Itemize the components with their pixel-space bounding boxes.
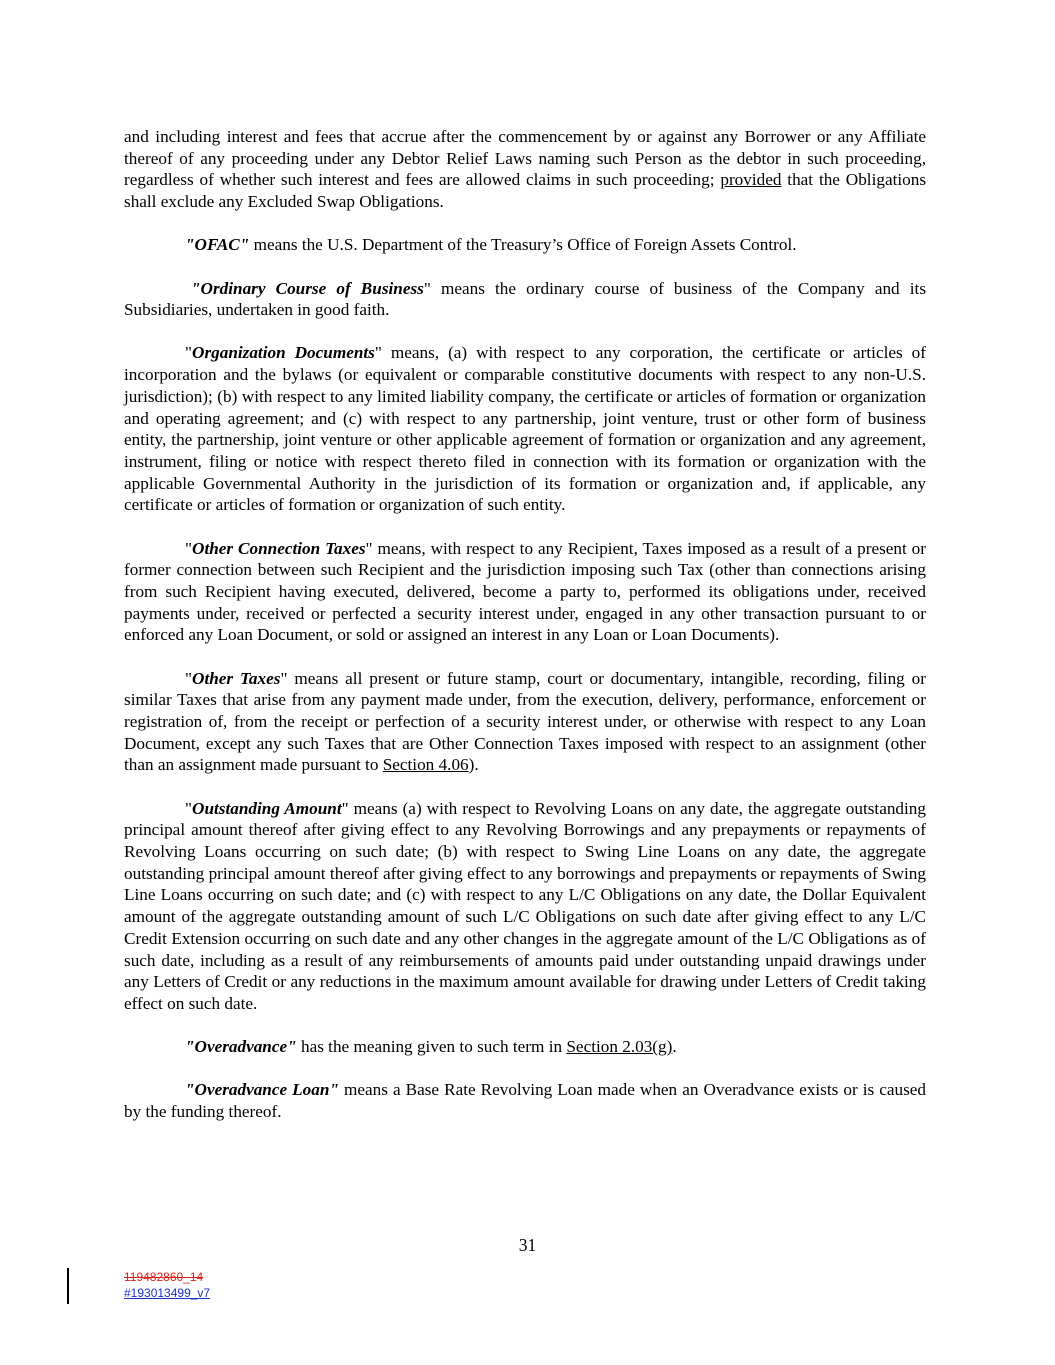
definition-overadvance (124, 1036, 926, 1058)
definition-other-connection-taxes (124, 538, 926, 647)
defined-term: Outstanding Amount (192, 798, 342, 818)
open-quote: " (185, 343, 193, 363)
definition-text: " means, (a) with respect to any corporation, the certificate or articles of incorporation and the bylaws (or equivalent or comparable constitutive documents with respect to any non-U.S. jurisdiction); (b) with respect to any limited liability company, the certificate or articles of formation or organization and operating agreement; and (c) with respect to any partnership, joint venture, trust or other form of business entity, the partnership, joint venture or other applicable agreement of formation or organization and any agreement, instrument, filing or notice with respect thereto filed in connection with its formation or organization with the applicable Governmental Authority in the jurisdiction of its formation or organization and, if applicable, any certificate or articles of formation or organization of such entity. (124, 343, 926, 515)
definition-text: means a Base Rate Revolving Loan made when an Overadvance exists or is caused by the funding thereof. (124, 1080, 926, 1122)
defined-term: Other Taxes (192, 668, 281, 688)
defined-term: Organization Documents (192, 343, 375, 363)
defined-term: "OFAC" (185, 235, 250, 255)
definition-outstanding-amount (124, 798, 926, 1015)
defined-term: "Ordinary Course of Business (191, 278, 424, 298)
paragraph-text-end: that the Obligations shall exclude any Excluded Swap Obligations. (124, 170, 927, 212)
revision-change-bar (67, 1268, 69, 1304)
inserted-document-id: #193013499_v7 (124, 1286, 211, 1300)
definition-text-end: ). (468, 755, 479, 775)
section-reference-link[interactable]: Section 2.03(g) (566, 1037, 673, 1057)
definition-ordinary-course-of-business (124, 278, 926, 321)
definition-text: " means all present or future stamp, court or documentary, intangible, recording, filing or similar Taxes that arise from any payment made under, from the execution, delivery, performance, enforcement or registration of, from the receipt or perfection of a security interest under, or otherwise with respect to any Loan Document, except any such Taxes that are Other Connection Taxes imposed with respect to an assignment (other than an assignment made pursuant to (124, 668, 926, 775)
definition-text: has the meaning given to such term in (296, 1037, 567, 1057)
obligations-continuation-paragraph (124, 126, 926, 213)
open-quote: " (185, 798, 193, 818)
definition-text: " means, with respect to any Recipient, Taxes imposed as a result of a present or former connection between such Recipient and the jurisdiction imposing such Tax (other than connections arising from such Recipient having executed, delivered, become a party to, performed its obligations under, received payments under, received or perfected a security interest under, engaged in any other transaction pursuant to or enforced any Loan Document, or sold or assigned an interest in any Loan or Loan Documents). (124, 538, 926, 645)
definition-overadvance-loan (124, 1079, 926, 1122)
document-body (124, 126, 926, 1144)
open-quote: " (185, 538, 193, 558)
paragraph-text: and including interest and fees that accrue after the commencement by or against any Borrower or any Affiliate thereof of any proceeding under any Debtor Relief Laws naming such Person as the debtor in such proceeding, regardless of whether such interest and fees are allowed claims in such proceeding; (124, 127, 926, 190)
provided-link: provided (720, 170, 782, 190)
section-reference-link[interactable]: Section 4.06 (382, 755, 469, 775)
definition-organization-documents (124, 342, 926, 516)
definition-text: " means the ordinary course of business of the Company and its Subsidiaries, undertaken in good faith. (124, 278, 927, 320)
defined-term: Other Connection Taxes (192, 538, 366, 558)
deleted-document-id: 119482860_14 (124, 1270, 204, 1284)
definition-other-taxes (124, 668, 926, 777)
definition-text-end: . (672, 1037, 677, 1057)
definition-text: means the U.S. Department of the Treasury’s Office of Foreign Assets Control. (249, 235, 797, 255)
defined-term: "Overadvance" (185, 1037, 297, 1057)
document-id-footer (124, 1269, 210, 1301)
page-number: 31 (518, 1235, 537, 1255)
definition-ofac (124, 234, 926, 256)
definition-text: " means (a) with respect to Revolving Loans on any date, the aggregate outstanding principal amount thereof after giving effect to any Revolving Borrowings and any prepayments or repayments of Revolving Loans occurring on such date; (b) with respect to Swing Line Loans on any date, the aggregate outstanding principal amount thereof after giving effect to any borrowings and prepayments or repayments of Swing Line Loans occurring on such date; and (c) with respect to any L/C Obligations on any date, the Dollar Equivalent amount of the aggregate outstanding amount of such L/C Obligations on such date after giving effect to any L/C Credit Extension occurring on such date and any other changes in the aggregate amount of the L/C Obligations as of such date, including as a result of any reimbursements of amounts paid under outstanding unpaid drawings under any Letters of Credit or any reductions in the maximum amount available for drawing under Letters of Credit taking effect on such date. (124, 798, 926, 1013)
defined-term: "Overadvance Loan" (185, 1080, 339, 1100)
open-quote: " (185, 668, 193, 688)
